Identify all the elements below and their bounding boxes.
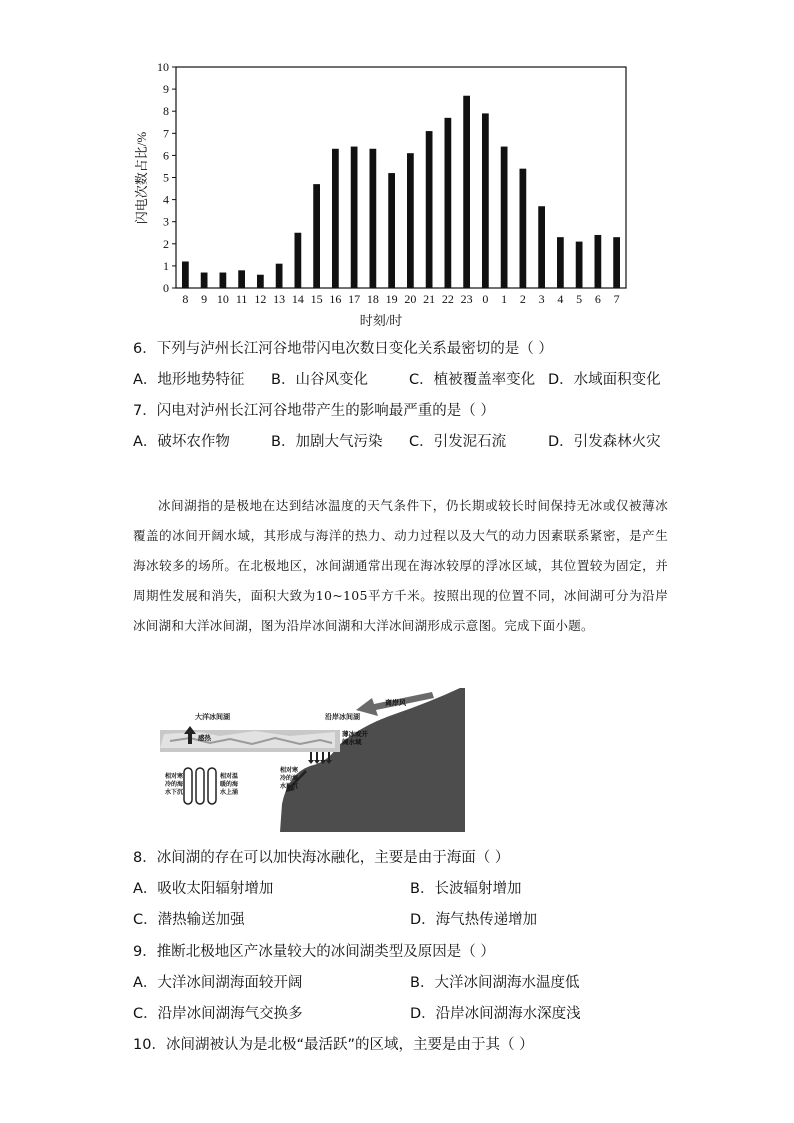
y-tick-label: 8: [163, 104, 169, 119]
bar-hour-17: [351, 147, 358, 288]
ocean-polynya-label: 大洋冰间湖: [195, 713, 230, 721]
bar-hour-1: [501, 147, 508, 288]
x-tick-label: 7: [613, 292, 620, 306]
thin-ice-label-2: 阔水域: [342, 738, 362, 746]
chart-x-axis-label: 时刻/时: [359, 313, 403, 328]
x-tick-label: 23: [460, 292, 473, 306]
q6-option-d[interactable]: D．水域面积变化: [548, 372, 661, 388]
q8-option-b[interactable]: B．长波辐射增加: [410, 881, 522, 897]
x-tick-label: 18: [366, 292, 379, 306]
coastal-cold-label-1: 相对寒: [280, 767, 299, 774]
y-tick-label: 1: [163, 258, 169, 273]
q8-option-a[interactable]: A．吸收太阳辐射增加: [133, 881, 274, 897]
bar-hour-12: [257, 275, 264, 288]
cold-sink-label-3: 水下沉: [165, 789, 184, 796]
q9-option-a[interactable]: A．大洋冰间湖海面较开阔: [133, 975, 303, 991]
q7-option-a[interactable]: A．破坏农作物: [133, 434, 230, 450]
bar-hour-22: [445, 118, 452, 288]
x-tick-label: 14: [291, 292, 304, 306]
question-6-stem: 6．下列与泸州长江河谷地带闪电次数日变化关系最密切的是（ ）: [133, 341, 553, 357]
bar-hour-20: [407, 153, 414, 288]
y-tick-label: 4: [163, 192, 169, 207]
y-tick-label: 9: [163, 82, 169, 97]
q8-option-c[interactable]: C．潜热输送加强: [133, 912, 245, 928]
q6-option-b[interactable]: B．山谷风变化: [271, 372, 368, 388]
x-tick-label: 22: [441, 292, 454, 306]
question-8-stem: 8．冰间湖的存在可以加快海冰融化，主要是由于海面（ ）: [133, 850, 510, 866]
x-tick-label: 9: [201, 292, 208, 306]
q9-option-d[interactable]: D．沿岸冰间湖海水深度浅: [410, 1006, 581, 1022]
question-7-stem: 7．闪电对泸州长江河谷地带产生的影响最严重的是（ ）: [133, 403, 495, 419]
y-tick-label: 6: [163, 148, 169, 163]
q9-option-c[interactable]: C．沿岸冰间湖海气交换多: [133, 1006, 303, 1022]
cold-sink-label-1: 相对寒: [165, 773, 184, 780]
bar-hour-3: [538, 206, 545, 288]
q9-option-b[interactable]: B．大洋冰间湖海水温度低: [410, 975, 580, 991]
x-tick-label: 16: [329, 292, 342, 306]
q8-option-d[interactable]: D．海气热传递增加: [410, 912, 538, 928]
bar-hour-5: [576, 242, 583, 288]
x-tick-label: 4: [557, 292, 564, 306]
warm-upwell-label-1: 相对温: [220, 773, 239, 780]
q7-option-b[interactable]: B．加剧大气污染: [271, 434, 383, 450]
coastal-cold-label-2: 冷的海: [280, 775, 299, 782]
x-tick-label: 11: [235, 292, 248, 306]
y-tick-label: 7: [163, 126, 169, 141]
coastal-cold-label-3: 水下沉: [280, 783, 299, 790]
bar-hour-6: [595, 235, 602, 288]
q6-option-c[interactable]: C．植被覆盖率变化: [409, 372, 536, 388]
x-tick-label: 20: [404, 292, 417, 306]
x-tick-label: 6: [594, 292, 601, 306]
y-tick-label: 10: [157, 60, 169, 74]
polynya-diagram: [160, 686, 465, 832]
bar-hour-14: [295, 233, 302, 288]
bar-hour-11: [238, 270, 245, 288]
question-10-stem: 10．冰间湖被认为是北极“最活跃”的区域，主要是由于其（ ）: [133, 1037, 534, 1053]
bar-hour-4: [557, 237, 564, 288]
bar-hour-2: [520, 169, 527, 288]
x-tick-label: 10: [216, 292, 229, 306]
bar-hour-8: [182, 261, 189, 288]
bar-hour-9: [201, 273, 208, 288]
bar-hour-23: [463, 96, 470, 288]
x-tick-label: 17: [348, 292, 361, 306]
x-tick-label: 2: [519, 292, 526, 306]
y-tick-label: 0: [163, 281, 169, 295]
bar-hour-16: [332, 149, 339, 288]
bar-hour-7: [613, 237, 620, 288]
x-tick-label: 15: [310, 292, 323, 306]
wind-label: 离岸风: [385, 699, 406, 707]
thin-ice-label-1: 薄冰或开: [342, 730, 368, 738]
q6-option-a[interactable]: A．地形地势特征: [133, 372, 245, 388]
warm-upwell-label-2: 暖的海: [220, 781, 239, 788]
bar-hour-13: [276, 264, 283, 288]
cold-sink-label-2: 冷的海: [165, 781, 184, 788]
coastal-polynya-label: 沿岸冰间湖: [325, 713, 360, 721]
lightning-bar-chart: [120, 55, 640, 340]
warm-upwell-label-3: 水上涌: [220, 789, 239, 796]
chart-y-axis-label: 闪电次数占比/%: [134, 131, 149, 225]
bar-hour-0: [482, 113, 489, 288]
x-tick-label: 21: [423, 292, 436, 306]
x-tick-label: 5: [576, 292, 583, 306]
bar-hour-19: [388, 173, 395, 288]
q7-option-c[interactable]: C．引发泥石流: [409, 434, 507, 450]
y-tick-label: 5: [163, 170, 169, 185]
reading-passage: 冰间湖指的是极地在达到结冰温度的天气条件下，仍长期或较长时间保持无冰或仅被薄冰覆盖的冰间开阔水域，其形成与海洋的热力、动力过程以及大气的动力因素联系紧密，是产生海冰较多的场所。在北极地区，冰间湖通常出现在海冰较厚的浮冰区域，其位置较为固定，并周期性发展和消失，面积大致为10~105平方千米。按照出现的位置不同，冰间湖可分为沿岸冰间湖和大洋冰间湖，图为沿岸冰间湖和大洋冰间湖形成示意图。完成下面小题。: [133, 498, 668, 633]
x-tick-label: 12: [254, 292, 267, 306]
x-tick-label: 19: [385, 292, 398, 306]
x-tick-label: 0: [482, 292, 489, 306]
heat-label: 感热: [198, 734, 211, 742]
bar-hour-18: [370, 149, 377, 288]
x-tick-label: 13: [273, 292, 286, 306]
y-tick-label: 3: [163, 214, 169, 229]
bar-hour-15: [313, 184, 320, 288]
bar-hour-10: [220, 273, 227, 288]
bar-hour-21: [426, 131, 433, 288]
x-tick-label: 1: [501, 292, 508, 306]
question-9-stem: 9．推断北极地区产冰量较大的冰间湖类型及原因是（ ）: [133, 944, 495, 960]
x-tick-label: 8: [182, 292, 189, 306]
y-tick-label: 2: [163, 236, 169, 251]
q7-option-d[interactable]: D．引发森林火灾: [548, 434, 661, 450]
x-tick-label: 3: [538, 292, 545, 306]
